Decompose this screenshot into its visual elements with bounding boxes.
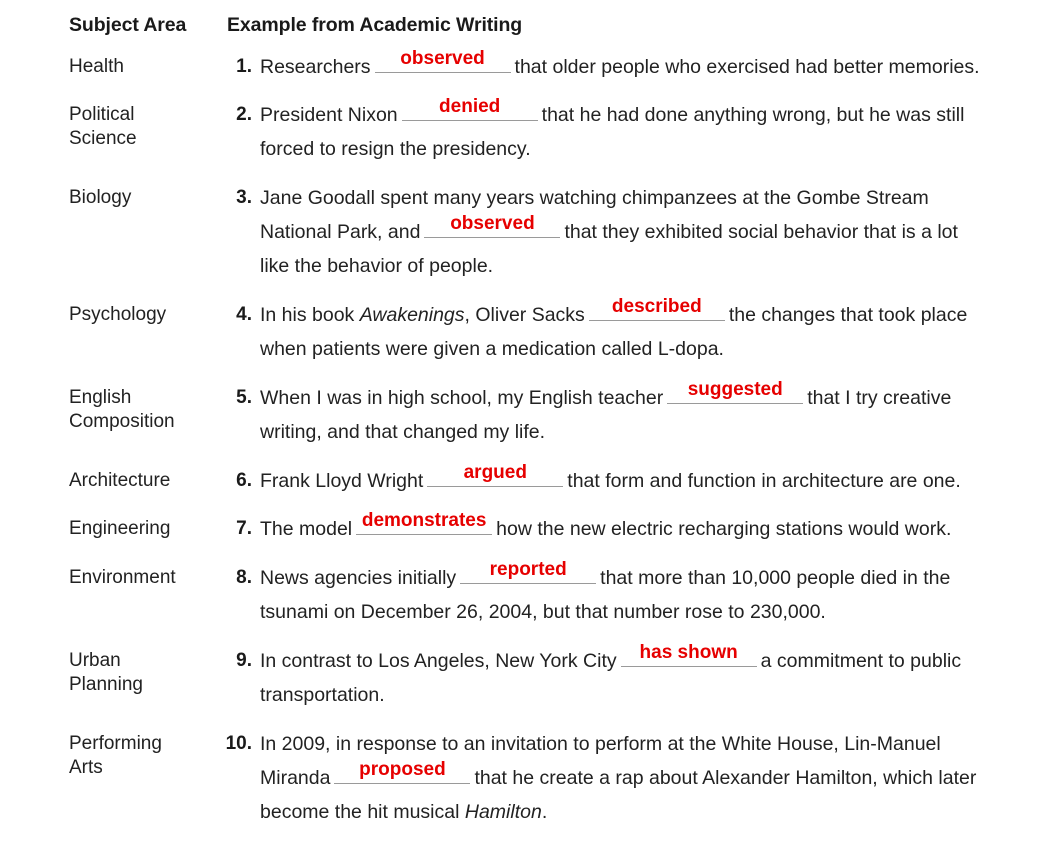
answer-text: has shown [639, 642, 738, 663]
subject-area: Health [69, 56, 124, 77]
sentence-line: become the hit musical Hamilton. [260, 801, 548, 823]
sentence-line: National Park, and observed that they exhibited social behavior that is a lot [260, 213, 958, 243]
example-heading: Example from Academic Writing [227, 14, 523, 36]
answer-text: proposed [359, 759, 446, 780]
subject-area: English Composition [69, 387, 175, 432]
answer-blank [375, 48, 511, 73]
answer-text: observed [400, 48, 485, 69]
sentence-line: writing, and that changed my life. [260, 421, 546, 443]
item-number: 1. [236, 56, 252, 77]
sentence-line: Jane Goodall spent many years watching chimpanzees at the Gombe Stream [260, 187, 929, 209]
sentence-line: Frank Lloyd Wright argued that form and function in architecture are one. [260, 462, 961, 492]
answer-blank [424, 213, 560, 238]
answer-text: described [611, 296, 702, 317]
answer-blank [356, 510, 492, 535]
subject-area: Psychology [69, 304, 167, 325]
subject-area: Architecture [69, 470, 171, 491]
item-number: 5. [236, 387, 252, 408]
item-number: 2. [236, 104, 252, 125]
item-number: 10. [225, 733, 252, 754]
answer-blank [589, 296, 725, 321]
answer-blank [334, 759, 470, 784]
answer-blank [460, 559, 596, 584]
sentence-line: like the behavior of people. [260, 255, 494, 277]
sentence-line: transportation. [260, 684, 385, 706]
sentence-line: The model demonstrates how the new electric recharging stations would work. [260, 510, 952, 540]
answer-text: observed [450, 213, 535, 234]
sentence-line: In 2009, in response to an invitation to perform at the White House, Lin-Manuel [260, 733, 941, 755]
answer-text: demonstrates [361, 510, 487, 531]
sentence-line: Researchers observed that older people who exercised had better memories. [260, 48, 980, 78]
answer-text: denied [439, 96, 501, 117]
sentence-line: forced to resign the presidency. [260, 138, 531, 160]
answer-blank [667, 379, 803, 404]
item-number: 8. [236, 567, 252, 588]
sentence-line: tsunami on December 26, 2004, but that number rose to 230,000. [260, 601, 826, 623]
subject-area-heading: Subject Area [69, 14, 187, 36]
sentence-line: In his book Awakenings, Oliver Sacks described the changes that took place [260, 296, 968, 326]
answer-blank [427, 462, 563, 487]
item-number: 7. [236, 518, 252, 539]
subject-area: Performing Arts [69, 733, 162, 778]
answer-text: suggested [687, 379, 783, 400]
answer-text: argued [463, 462, 527, 483]
sentence-line: Miranda proposed that he create a rap about Alexander Hamilton, which later [260, 759, 977, 789]
subject-area: Urban Planning [69, 650, 143, 695]
item-number: 9. [236, 650, 252, 671]
subject-area: Biology [69, 187, 132, 208]
sentence-line: News agencies initially reported that more than 10,000 people died in the [260, 559, 951, 589]
subject-area: Political Science [69, 104, 137, 149]
answer-blank [402, 96, 538, 121]
item-number: 3. [236, 187, 252, 208]
item-number: 6. [236, 470, 252, 491]
item-number: 4. [236, 304, 252, 325]
answer-blank [621, 642, 757, 667]
sentence-line: President Nixon denied that he had done anything wrong, but he was still [260, 96, 965, 126]
answer-text: reported [489, 559, 567, 580]
sentence-line: when patients were given a medication called L-dopa. [260, 338, 724, 360]
sentence-line: In contrast to Los Angeles, New York City has shown a commitment to public [260, 642, 962, 672]
subject-area: Engineering [69, 518, 171, 539]
subject-area: Environment [69, 567, 176, 588]
sentence-line: When I was in high school, my English teacher suggested that I try creative [260, 379, 952, 409]
